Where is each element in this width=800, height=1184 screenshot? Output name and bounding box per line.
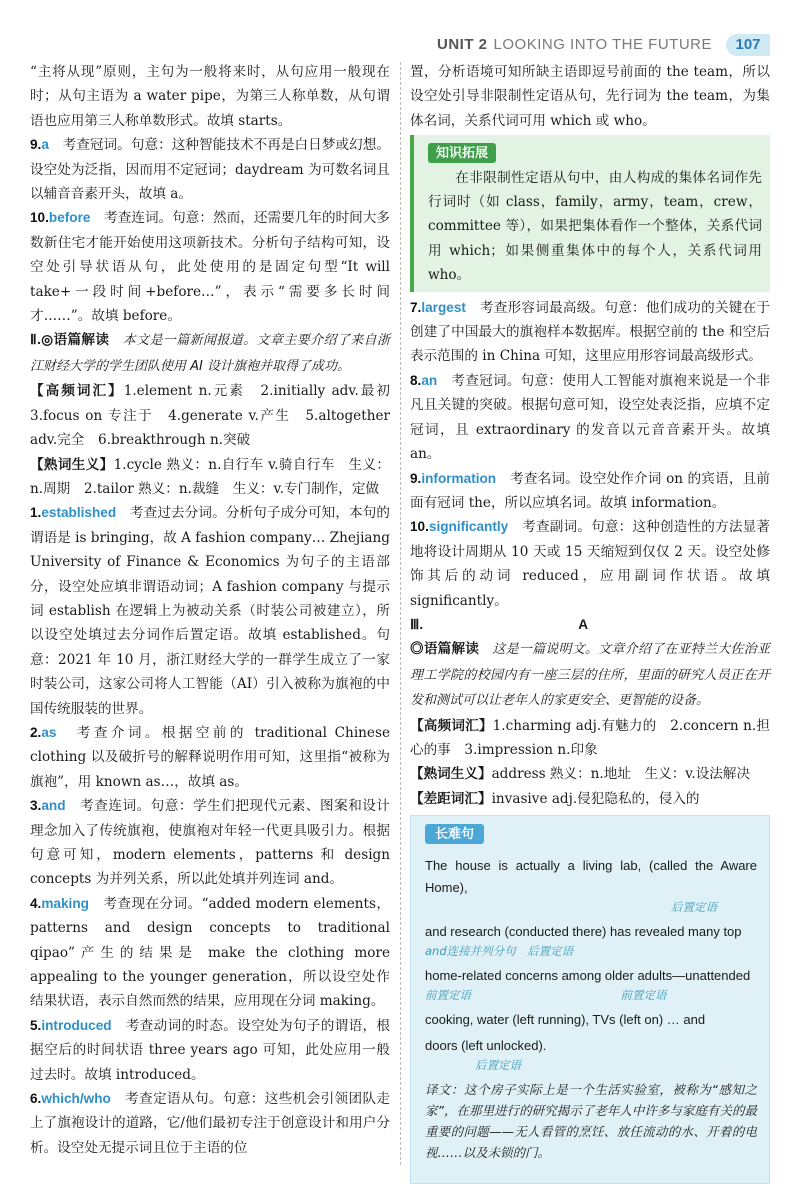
answer: introduced [41, 1017, 112, 1033]
answer-item-9 [30, 133, 390, 206]
grammar-note: 后置定语 [671, 899, 717, 914]
explanation: 考查定语从句。句意：这些机会引领团队走上了旗袍设计的道路，它/他们最初专注于创意设计和用户分析。设空处无提示词且位于主语的位 [30, 1091, 390, 1156]
vocab-tag: 【熟词生义】 [410, 766, 492, 782]
answer-item-8 [410, 369, 770, 467]
explanation: 考查现在分词。“added modern elements，patterns and design concepts to traditional qipao”产生的结果是 make the clothing more appealing to the younger generation，所以设空处作结果状语，表示自然而然的结果，应用现在分词 making。 [30, 895, 390, 1010]
knowledge-box-title: 知识拓展 [428, 143, 496, 163]
long-sentence-box [410, 815, 770, 1184]
answer-item-3 [30, 794, 390, 892]
section-label: Ⅱ.◎语篇解读 [30, 332, 110, 348]
running-head [437, 36, 712, 53]
answer: information [421, 470, 497, 486]
sentence-line: and research (conducted there) has revealed many top [425, 923, 742, 939]
unit-title: LOOKING INTO THE FUTURE [493, 36, 712, 53]
item-number: 2. [30, 724, 42, 740]
answer-item-7 [410, 296, 770, 369]
section-label: Ⅲ. [410, 616, 424, 632]
explanation: 考查过去分词。分析句子成分可知，本句的谓语是 is bringing，故 A fashion company… Zhejiang University of Finance & Economics 为句子的主语部分，设空处应填非谓语动词；A fashion company 与提示词 establish 在逻辑上为被动关系（时装公司被建立），所以设空处填过去分词作后置定语。故填 established。句意：2021 年 10 月，浙江财经大学的一群学生成立了一家时装公司，这家公司将人工智能（AI）引入被称为旗袍的中国传统服装的世界。 [30, 505, 390, 717]
answer: an [421, 372, 438, 388]
vocab-list: 1.cycle 熟义：n.自行车 v.骑自行车 生义：n.周期 2.tailor 熟义：n.裁缝 生义：v.专门制作，定做 [30, 456, 391, 497]
explanation: 考查形容词最高级。句意：他们成功的关键在于创建了中国最大的旗袍样本数据库。根据空前的 the 和空后表示范围的 in China 可知，这里应用形容词最高级形式。 [410, 299, 770, 365]
answer: making [41, 895, 89, 911]
translation: 译文：这个房子实际上是一个生活实验室，被称为“感知之家”，在那里进行的研究揭示了老年人中许多与家庭有关的最重要的问题——无人看管的烹饪、放任流动的水、开着的电视……以及未锁的门。 [425, 1081, 757, 1160]
item-number: 9. [30, 137, 42, 153]
sentence-line: doors (left unlocked). [425, 1037, 547, 1053]
answer: as [41, 724, 57, 740]
summary-text: 这是一篇说明文。文章介绍了在亚特兰大佐治亚理工学院的校园内有一座三层的住所，里面的研究人员正在开发和测试可以让老年人的家更安全、更智能的设备。 [410, 642, 770, 709]
section-3-heading [410, 613, 770, 637]
answer-item-6 [30, 1087, 390, 1160]
answer-item-2 [30, 721, 390, 794]
explanation: 考查冠词。句意：这种智能技术不再是白日梦或幻想。设空处为泛指，因而用不定冠词；daydream 为可数名词且以辅音音素开头，故填 a。 [30, 137, 390, 203]
item-number: 8. [410, 372, 422, 388]
section-2-summary [30, 328, 390, 379]
answer: which/who [41, 1091, 111, 1107]
page-header [0, 0, 800, 58]
knowledge-box-text: 在非限制性定语从句中，由人构成的集体名词作先行词时（如 class，family，army，team，crew，committee 等），如果把集体看作一个整体，关系代词用 which；如果侧重集体中的每个人，关系代词用 who。 [428, 169, 762, 284]
column-divider [400, 62, 401, 1165]
vocab-new-meaning [30, 453, 390, 502]
section-label: ◎语篇解读 [410, 641, 480, 657]
vocab-list: 1.element n.元素 2.initially adv.最初 3.focus on 专注于 4.generate v.产生 5.altogether adv.完全 6.breakthrough n.突破 [30, 383, 404, 449]
explanation: 考查动词的时态。设空处为句子的谓语，根据空后的时间状语 three years ago 可知，此处应用一般过去时。故填 introduced。 [30, 1017, 390, 1083]
item-number: 1. [30, 505, 42, 521]
paragraph: “主将从现”原则，主句为一般将来时，从句应用一般现在时；从句主语为 a water pipe，为第三人称单数，从句谓语也应用第三人称单数形式。故填 starts。 [30, 64, 390, 129]
answer: established [41, 505, 117, 521]
passage-label: A [578, 616, 589, 632]
answer: a [41, 137, 49, 153]
vocab-tag: 【高频词汇】 [410, 717, 493, 733]
explanation: 考查介词。根据空前的 traditional Chinese clothing 以及破折号的解释说明作用可知，这里指“被称为旗袍”，用 known as…，故填 as。 [30, 724, 390, 790]
answer: and [41, 798, 66, 814]
vocab-new-meaning [410, 762, 770, 786]
explanation: 考查副词。句意：这种创造性的方法显著地将设计周期从 10 天或 15 天缩短到仅仅 2 天。设空处修饰其后的动词 reduced，应用副词作状语。故填 significantly。 [410, 519, 770, 609]
paragraph: 置，分析语境可知所缺主语即逗号前面的 the team，所以设空处引导非限制性定语从句，先行词为 the team，为集体名词，关系代词可用 which 或 who。 [410, 64, 770, 129]
answer-item-9 [410, 467, 770, 516]
item-number: 5. [30, 1017, 42, 1033]
explanation: 考查冠词。句意：使用人工智能对旗袍来说是一个非凡且关键的突破。根据句意可知，设空处表泛指，应填不定冠词，且 extraordinary 的发音以元音音素开头。故填 an。 [410, 372, 770, 463]
item-number: 6. [30, 1091, 42, 1107]
vocab-tag: 【熟词生义】 [30, 456, 114, 472]
vocab-frequent [410, 714, 770, 763]
item-number: 9. [410, 470, 422, 486]
answer-item-4 [30, 892, 390, 1014]
item-number: 4. [30, 895, 42, 911]
grammar-note: 后置定语 [475, 1057, 521, 1072]
answer-item-5 [30, 1014, 390, 1087]
sentence-line: The house is actually a living lab, (called the Aware Home), [425, 857, 757, 895]
vocab-tag: 【差距词汇】 [410, 790, 492, 806]
unit-label: UNIT 2 [437, 36, 488, 53]
knowledge-box [410, 135, 770, 291]
answer: before [48, 210, 91, 226]
explanation: 考查名词。设空处作介词 on 的宾语，且前面有冠词 the，所以应填名词。故填 information。 [410, 470, 770, 511]
answer: largest [421, 299, 466, 315]
page-number: 107 [726, 34, 770, 56]
explanation: 考查连词。句意：然而，还需要几年的时间大多数新住宅才能开始使用这项新技术。分析句子结构可知，设空处引导状语从句，此处使用的是固定句型“It will take+一段时间+before…”，表示“需要多长时间才……”。故填 before。 [30, 210, 390, 325]
summary-text: 本文是一篇新闻报道。文章主要介绍了来自浙江财经大学的学生团队使用 AI 设计旗袍并取得了成功。 [30, 333, 390, 374]
answer: significantly [428, 519, 509, 535]
answer-item-10 [30, 206, 390, 328]
grammar-note: and连接并列分句 后置定语 [425, 943, 574, 958]
passage-summary [410, 637, 770, 713]
long-sentence-title: 长难句 [425, 824, 484, 844]
right-column [410, 60, 770, 1184]
vocab-gap [410, 787, 770, 811]
vocab-frequent [30, 379, 404, 452]
item-number: 10. [410, 519, 429, 535]
grammar-note: 前置定语 前置定语 [425, 987, 667, 1002]
vocab-tag: 【高频词汇】 [30, 383, 124, 399]
item-number: 3. [30, 798, 42, 814]
vocab-list: address 熟义：n.地址 生义：v.设法解决 [491, 766, 751, 783]
explanation: 考查连词。句意：学生们把现代元素、图案和设计理念加入了传统旗袍，使旗袍对年轻一代更具吸引力。根据句意可知，modern elements，patterns 和 design concepts 为并列关系，所以此处填并列连词 and。 [30, 798, 390, 888]
left-column [30, 60, 404, 1160]
answer-item-1 [30, 501, 390, 721]
sentence-line: home-related concerns among older adults—unattended [425, 967, 751, 983]
item-number: 7. [410, 299, 422, 315]
item-number: 10. [30, 210, 49, 226]
answer-item-10 [410, 515, 770, 613]
sentence-line: cooking, water (left running), TVs (left on) … and [425, 1011, 706, 1027]
vocab-list: invasive adj.侵犯隐私的，侵入的 [491, 790, 700, 807]
vocab-list: 1.charming adj.有魅力的 2.concern n.担心的事 3.impression n.印象 [410, 717, 770, 758]
